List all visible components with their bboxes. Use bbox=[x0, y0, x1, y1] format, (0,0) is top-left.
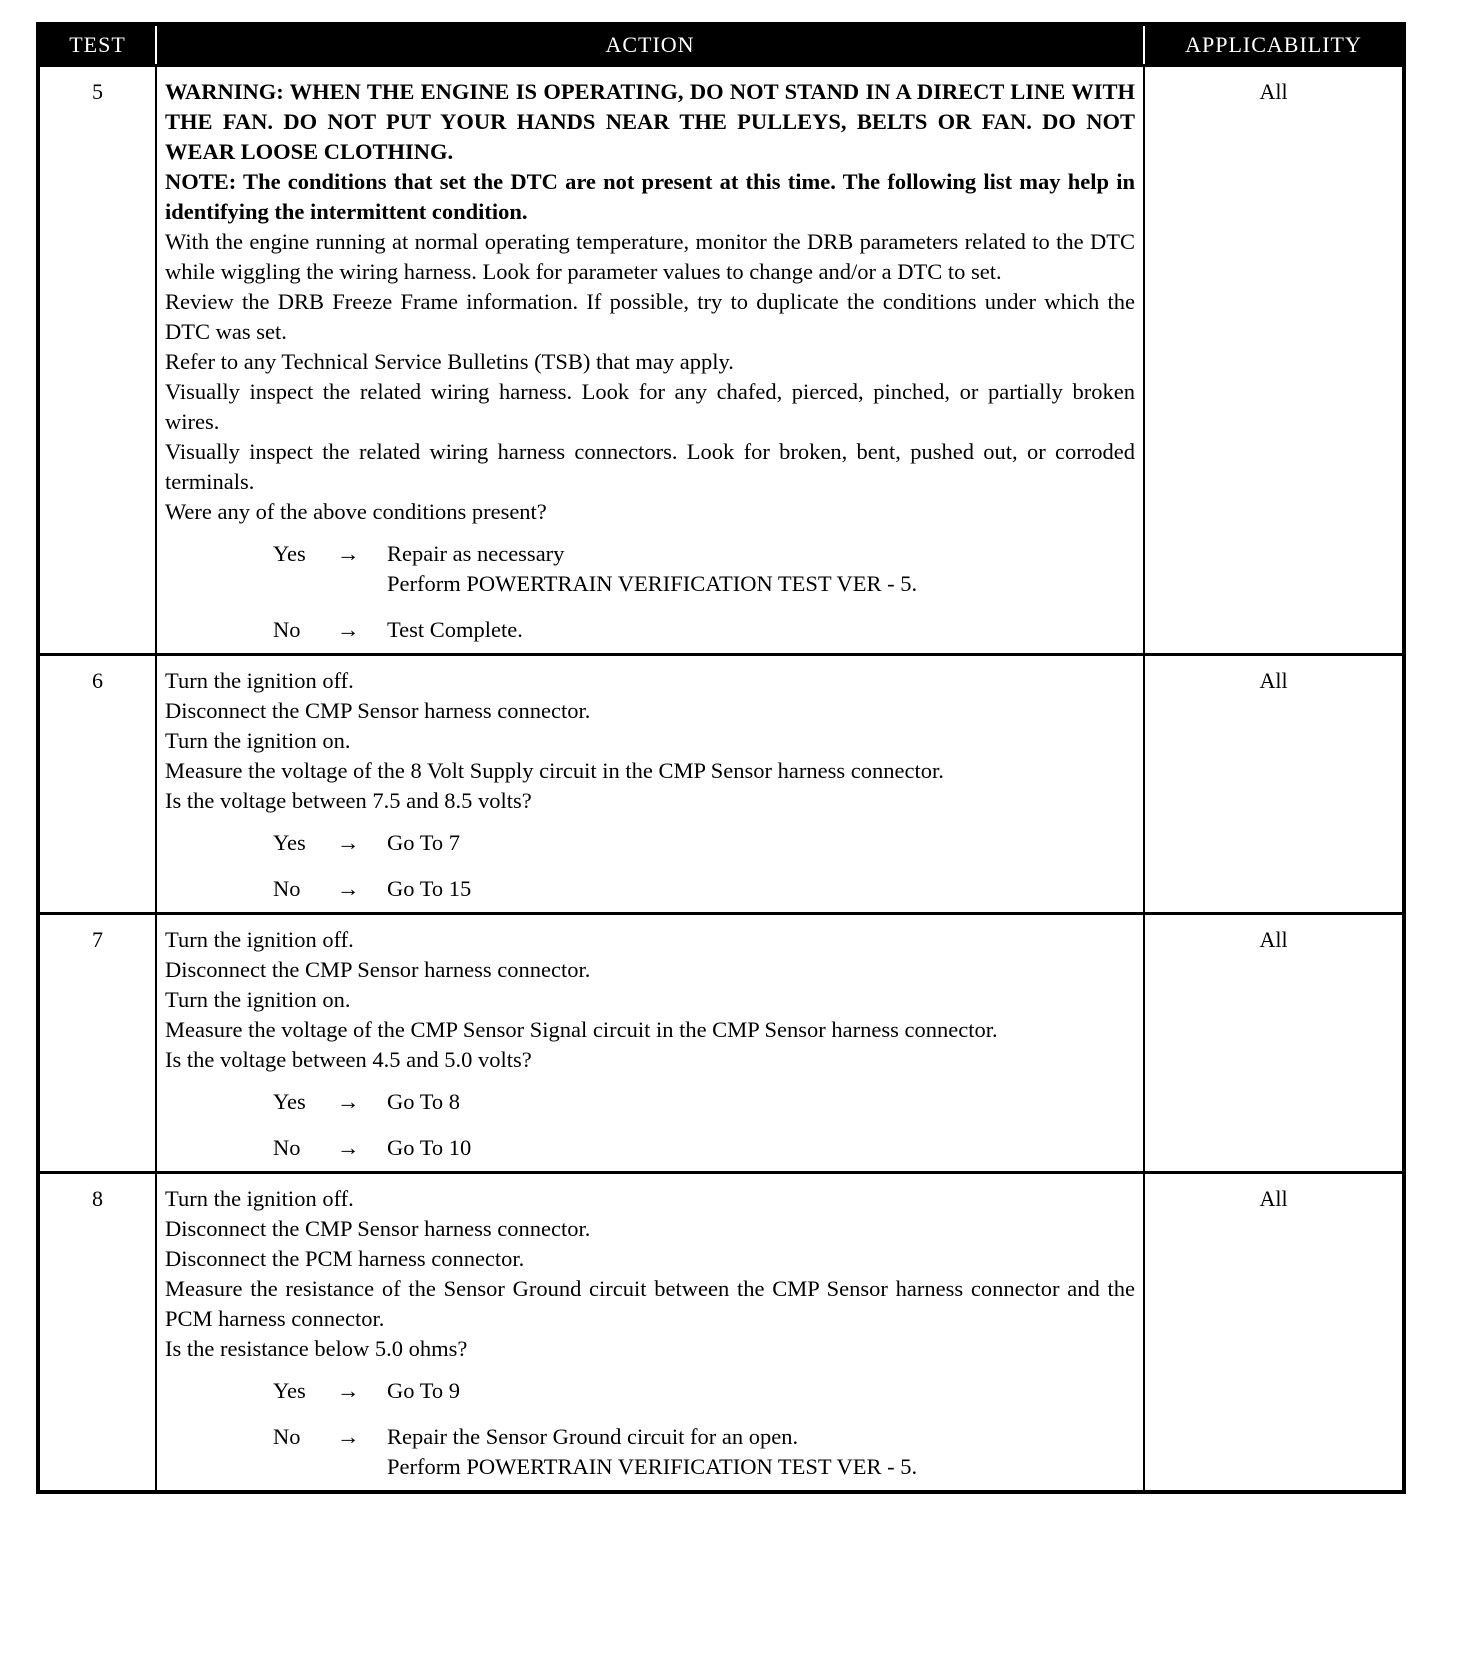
answer-result bbox=[387, 1087, 1135, 1117]
step-text: Turn the ignition off. bbox=[165, 668, 354, 693]
answer-list bbox=[165, 1087, 1135, 1163]
table-row bbox=[38, 655, 1404, 914]
answer-result-line: Go To 15 bbox=[387, 876, 472, 901]
arrow-right-icon: → bbox=[337, 830, 360, 855]
step-text: Turn the ignition off. bbox=[165, 1186, 354, 1211]
applicability-value: All bbox=[1144, 914, 1404, 1173]
arrow-right-icon: → bbox=[337, 1089, 360, 1114]
answer-row bbox=[165, 615, 1135, 645]
note-text: NOTE: The conditions that set the DTC are not present at this time. The following list may help in identifying the intermittent condition. bbox=[165, 169, 1135, 224]
answer-list bbox=[165, 828, 1135, 904]
answer-row bbox=[165, 1087, 1135, 1117]
applicability-value: All bbox=[1144, 1173, 1404, 1493]
step-text: Turn the ignition off. bbox=[165, 927, 354, 952]
test-number: 7 bbox=[38, 914, 156, 1173]
step-text: Disconnect the PCM harness connector. bbox=[165, 1246, 525, 1271]
answer-label: No bbox=[273, 1424, 301, 1449]
answer-list bbox=[165, 539, 1135, 645]
answer-row bbox=[165, 874, 1135, 904]
arrow-right-icon: → bbox=[337, 1378, 360, 1403]
step-text: Measure the voltage of the CMP Sensor Signal circuit in the CMP Sensor harness connector. bbox=[165, 1017, 998, 1042]
answer-result bbox=[387, 828, 1135, 858]
table-row bbox=[38, 1173, 1404, 1493]
test-number: 8 bbox=[38, 1173, 156, 1493]
action-cell bbox=[156, 1173, 1144, 1493]
answer-list bbox=[165, 1376, 1135, 1482]
table-row bbox=[38, 914, 1404, 1173]
answer-result-line: Perform POWERTRAIN VERIFICATION TEST VER - 5. bbox=[387, 1454, 918, 1479]
applicability-value: All bbox=[1144, 66, 1404, 655]
step-text: Visually inspect the related wiring harness connectors. Look for broken, bent, pushed out, or corroded terminals. bbox=[165, 439, 1135, 494]
step-text: Turn the ignition on. bbox=[165, 987, 351, 1012]
answer-result bbox=[387, 1133, 1135, 1163]
diagnostic-page bbox=[36, 22, 1402, 1494]
answer-result-line: Perform POWERTRAIN VERIFICATION TEST VER - 5. bbox=[387, 571, 918, 596]
answer-row bbox=[165, 1133, 1135, 1163]
answer-result bbox=[387, 539, 1135, 599]
answer-result-line: Go To 7 bbox=[387, 830, 461, 855]
step-text: Measure the resistance of the Sensor Ground circuit between the CMP Sensor harness connector and the PCM harness connector. bbox=[165, 1276, 1135, 1331]
answer-result bbox=[387, 874, 1135, 904]
action-cell bbox=[156, 655, 1144, 914]
answer-result bbox=[387, 615, 1135, 645]
step-text: Were any of the above conditions present? bbox=[165, 499, 547, 524]
step-text: Is the voltage between 7.5 and 8.5 volts? bbox=[165, 788, 532, 813]
diagnostic-table bbox=[36, 22, 1406, 1494]
header-test: TEST bbox=[38, 24, 156, 66]
answer-label: Yes bbox=[273, 1378, 306, 1403]
answer-row bbox=[165, 1376, 1135, 1406]
step-text: Measure the voltage of the 8 Volt Supply circuit in the CMP Sensor harness connector. bbox=[165, 758, 944, 783]
answer-label: No bbox=[273, 617, 301, 642]
answer-label: No bbox=[273, 876, 301, 901]
step-text: Refer to any Technical Service Bulletins (TSB) that may apply. bbox=[165, 349, 734, 374]
arrow-right-icon: → bbox=[337, 1424, 360, 1449]
table-row bbox=[38, 66, 1404, 655]
step-text: Is the voltage between 4.5 and 5.0 volts? bbox=[165, 1047, 532, 1072]
step-text: Visually inspect the related wiring harness. Look for any chafed, pierced, pinched, or partially broken wires. bbox=[165, 379, 1135, 434]
test-number: 5 bbox=[38, 66, 156, 655]
header-action: ACTION bbox=[156, 24, 1144, 66]
step-text: Disconnect the CMP Sensor harness connector. bbox=[165, 698, 591, 723]
answer-row bbox=[165, 1422, 1135, 1482]
step-text: Disconnect the CMP Sensor harness connector. bbox=[165, 957, 591, 982]
step-text: Disconnect the CMP Sensor harness connector. bbox=[165, 1216, 591, 1241]
arrow-right-icon: → bbox=[337, 1135, 360, 1160]
answer-label: Yes bbox=[273, 1089, 306, 1114]
warning-text: WARNING: WHEN THE ENGINE IS OPERATING, DO NOT STAND IN A DIRECT LINE WITH THE FAN. DO NOT PUT YOUR HANDS NEAR THE PULLEYS, BELTS OR FAN. DO NOT WEAR LOOSE CLOTHING. bbox=[165, 79, 1135, 164]
answer-result bbox=[387, 1376, 1135, 1406]
answer-label: Yes bbox=[273, 830, 306, 855]
step-text: With the engine running at normal operating temperature, monitor the DRB parameters related to the DTC while wiggling the wiring harness. Look for parameter values to change and/or a DTC to set. bbox=[165, 229, 1135, 284]
applicability-value: All bbox=[1144, 655, 1404, 914]
answer-row bbox=[165, 539, 1135, 599]
answer-row bbox=[165, 828, 1135, 858]
table-header-row bbox=[38, 24, 1404, 66]
test-number: 6 bbox=[38, 655, 156, 914]
answer-label: No bbox=[273, 1135, 301, 1160]
arrow-right-icon: → bbox=[337, 541, 360, 566]
answer-result-line: Repair as necessary bbox=[387, 541, 565, 566]
answer-result-line: Go To 8 bbox=[387, 1089, 461, 1114]
arrow-right-icon: → bbox=[337, 876, 360, 901]
answer-label: Yes bbox=[273, 541, 306, 566]
action-cell bbox=[156, 914, 1144, 1173]
header-applicability: APPLICABILITY bbox=[1144, 24, 1404, 66]
answer-result-line: Repair the Sensor Ground circuit for an open. bbox=[387, 1424, 799, 1449]
answer-result-line: Test Complete. bbox=[387, 617, 523, 642]
answer-result-line: Go To 9 bbox=[387, 1378, 461, 1403]
step-text: Is the resistance below 5.0 ohms? bbox=[165, 1336, 468, 1361]
arrow-right-icon: → bbox=[337, 617, 360, 642]
action-cell bbox=[156, 66, 1144, 655]
table-body bbox=[38, 66, 1404, 1493]
answer-result-line: Go To 10 bbox=[387, 1135, 472, 1160]
step-text: Review the DRB Freeze Frame information. If possible, try to duplicate the conditions under which the DTC was set. bbox=[165, 289, 1135, 344]
answer-result bbox=[387, 1422, 1135, 1482]
step-text: Turn the ignition on. bbox=[165, 728, 351, 753]
